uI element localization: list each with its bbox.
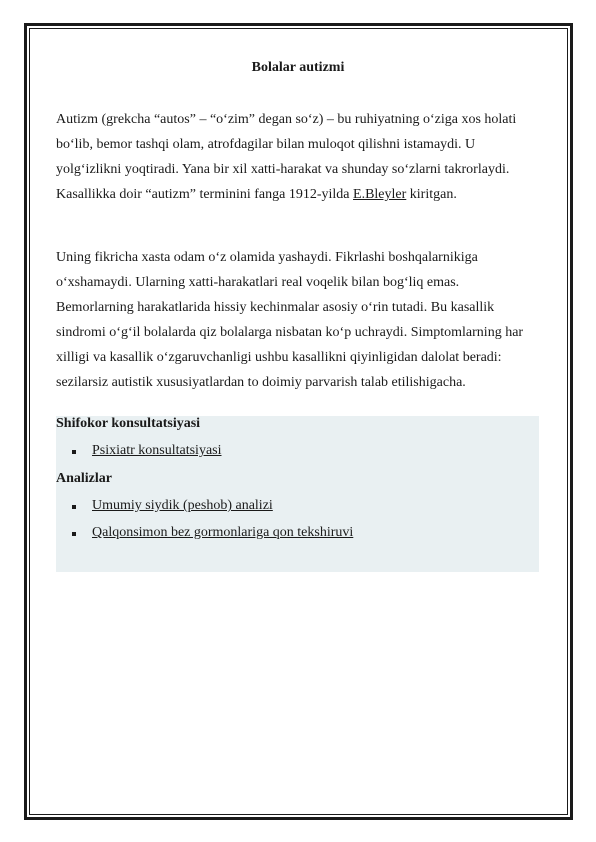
bullet-icon — [72, 505, 76, 509]
bullet-icon — [72, 532, 76, 536]
paragraph-intro-text: Autizm (grekcha “autos” – “o‘zim” degan so‘z) – bu ruhiyatning o‘ziga xos holati bo‘lib, bemor tashqi olam, atrofdagilar bilan muloqot qilishni istamaydi. U yolg‘izlikni yoqtiradi. Yana bir xil xatti-harakat va shunday so‘zlarni takrorlaydi. Kasallikka doir “autizm” terminini fanga 1912-yilda — [56, 112, 517, 202]
consultation-heading: Shifokor konsultatsiyasi — [56, 416, 201, 431]
paragraph-intro-end: kiritgan. — [406, 187, 457, 202]
paragraph-description: Uning fikricha xasta odam o‘z olamida yashaydi. Fikrlashi boshqalarnikiga o‘xshamaydi. Ularning xatti-harakatlari real voqelik bilan bog‘liq emas. Bemorlarning harakatlarida hissiy kechinmalar asosiy o‘rin tutadi. Bu kasallik sindromi o‘g‘il bolalarda qiz bolalarga nisbatan ko‘p uchraydi. Simptomlarning har xilligi va kasallik o‘zgaruvchanligi ushbu kasallikni qiyinligidan dalolat beradi: sezilarsiz autistik xususiyatlardan to doimiy parvarish talab etilishigacha. — [56, 250, 524, 390]
paragraph-intro — [56, 107, 540, 207]
consultation-panel — [56, 416, 539, 572]
psychiatrist-consultation-link[interactable]: Psixiatr konsultatsiyasi — [92, 443, 222, 458]
thyroid-hormone-test-link[interactable]: Qalqonsimon bez gormonlariga qon tekshiruvi — [92, 525, 354, 540]
urine-analysis-link[interactable]: Umumiy siydik (peshob) analizi — [92, 498, 273, 513]
analyses-heading: Analizlar — [56, 471, 112, 486]
bleyler-link[interactable]: E.Bleyler — [353, 187, 407, 202]
document-title: Bolalar autizmi — [251, 60, 345, 75]
bullet-icon — [72, 450, 76, 454]
